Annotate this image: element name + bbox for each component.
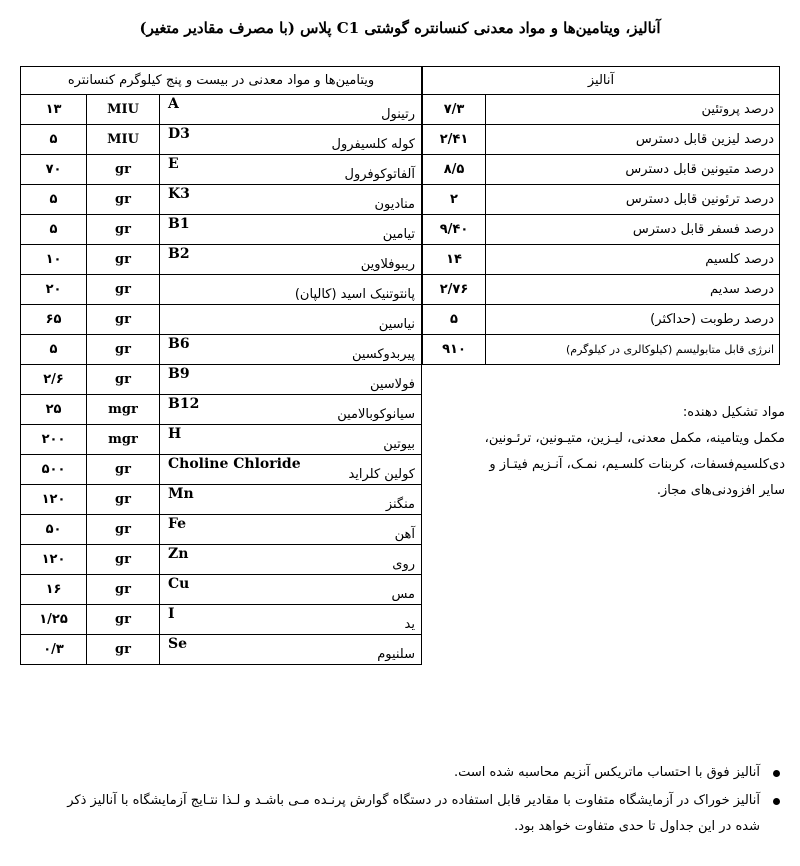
ingredients-section: [425, 400, 785, 504]
bullet-icon: [773, 798, 780, 805]
vitamin-name: آلفاتوکوفرول: [344, 167, 415, 182]
vitamin-value: ۱/۲۵: [21, 605, 87, 635]
analysis-label: درصد رطوبت (حداکثر): [486, 305, 780, 335]
vitamin-value: ۵۰۰: [21, 455, 87, 485]
vitamin-name: بیوتین: [383, 437, 415, 452]
vitamin-unit: gr: [87, 485, 160, 515]
analysis-row: [423, 245, 780, 275]
vitamin-code: E: [168, 156, 179, 172]
vitamin-value: ۰/۳: [21, 635, 87, 665]
vitamin-row: [21, 485, 422, 515]
vitamin-name: آهن: [394, 527, 415, 542]
vitamin-value: ۵: [21, 335, 87, 365]
vitamin-name-cell: [160, 125, 422, 155]
vitamin-name-cell: [160, 215, 422, 245]
vitamin-unit: gr: [87, 335, 160, 365]
vitamin-name-cell: [160, 305, 422, 335]
analysis-value: ۲/۴۱: [423, 125, 486, 155]
vitamin-name-cell: [160, 425, 422, 455]
analysis-table: [422, 66, 780, 365]
vitamin-name: فولاسین: [369, 377, 415, 392]
analysis-value: ۹۱۰: [423, 335, 486, 365]
note-text: آنالیز فوق با احتساب ماتریکس آنزیم محاسبه شده است.: [453, 765, 760, 780]
analysis-label: درصد سدیم: [486, 275, 780, 305]
vitamin-row: [21, 245, 422, 275]
analysis-label: درصد پروتئین: [486, 95, 780, 125]
vitamin-code: Fe: [168, 516, 187, 532]
vitamin-name-cell: [160, 485, 422, 515]
vitamin-name-cell: [160, 365, 422, 395]
vitamin-name-cell: [160, 605, 422, 635]
vitamin-unit: gr: [87, 575, 160, 605]
note-item: [60, 788, 760, 840]
vitamin-code: Mn: [168, 486, 194, 502]
vitamin-value: ۶۵: [21, 305, 87, 335]
vitamin-row: [21, 365, 422, 395]
vitamin-value: ۱۰: [21, 245, 87, 275]
vitamin-code: I: [168, 606, 175, 622]
analysis-header: آنالیز: [423, 67, 780, 95]
vitamin-name: پانتوتنیک اسید (کالپان): [294, 287, 415, 302]
vitamin-unit: gr: [87, 515, 160, 545]
vitamin-row: [21, 215, 422, 245]
vitamin-row: [21, 395, 422, 425]
vitamin-unit: gr: [87, 275, 160, 305]
vitamin-code: A: [168, 96, 179, 112]
vitamin-unit: gr: [87, 455, 160, 485]
vitamin-name: منادیون: [374, 197, 415, 212]
vitamin-unit: MIU: [87, 95, 160, 125]
vitamin-unit: mgr: [87, 395, 160, 425]
vitamin-row: [21, 305, 422, 335]
vitamin-row: [21, 605, 422, 635]
analysis-row: [423, 155, 780, 185]
vitamin-row: [21, 455, 422, 485]
vitamin-name: پیربدوکسین: [351, 347, 415, 362]
vitamin-code: B6: [168, 336, 190, 352]
vitamin-code: B1: [168, 216, 190, 232]
vitamin-value: ۱۶: [21, 575, 87, 605]
analysis-row: [423, 185, 780, 215]
ingredients-line: سایر افزودنی‌های مجاز.: [656, 483, 785, 498]
vitamin-name-cell: [160, 395, 422, 425]
analysis-value: ۲: [423, 185, 486, 215]
vitamin-code: Se: [168, 636, 188, 652]
page-title: آنالیز، ویتامین‌ها و مواد معدنی کنسانتره گوشتی C1 پلاس (با مصرف مقادیر متغیر): [139, 19, 661, 37]
vitamin-value: ۲۵: [21, 395, 87, 425]
vitamin-row: [21, 335, 422, 365]
vitamin-row: [21, 635, 422, 665]
vitamin-value: ۵۰: [21, 515, 87, 545]
analysis-label: درصد فسفر قابل دسترس: [486, 215, 780, 245]
vitamin-row: [21, 425, 422, 455]
vitamin-unit: mgr: [87, 425, 160, 455]
note-item: [60, 760, 760, 786]
vitamin-unit: gr: [87, 605, 160, 635]
vitamin-value: ۱۲۰: [21, 545, 87, 575]
vitamin-code: B12: [168, 396, 200, 412]
vitamin-value: ۵: [21, 125, 87, 155]
ingredients-heading: مواد تشکیل دهنده:: [682, 405, 785, 420]
ingredients-line: دی‌کلسیم‌فسفات، کربنات کلسـیم، نمـک، آنـزیم فیتـاز و: [489, 457, 785, 472]
vitamin-row: [21, 575, 422, 605]
vitamin-name-cell: [160, 155, 422, 185]
analysis-value: ۹/۴۰: [423, 215, 486, 245]
vitamin-name-cell: [160, 185, 422, 215]
vitamin-name: سلنیوم: [377, 647, 415, 662]
vitamin-name: تیامین: [382, 227, 415, 242]
vitamin-name: روی: [392, 557, 415, 572]
vitamin-unit: gr: [87, 365, 160, 395]
vitamin-code: Cu: [168, 576, 190, 592]
vitamin-table: [20, 66, 422, 665]
vitamin-name-cell: [160, 275, 422, 305]
vitamin-name-cell: [160, 455, 422, 485]
vitamin-value: ۲۰۰: [21, 425, 87, 455]
vitamin-name: مس: [391, 587, 415, 602]
vitamin-name: کوله کلسیفرول: [331, 137, 415, 152]
analysis-row: [423, 335, 780, 365]
vitamin-header: ویتامین‌ها و مواد معدنی در بیست و پنج کیلوگرم کنسانتره: [21, 67, 422, 95]
note-text: آنالیز خوراک در آزمایشگاه متفاوت با مقادیر قابل استفاده در دستگاه گوارش پرنـده مـی باشـد و لـذا نتـایج آزمایشگاه با آنالیز ذکر شده در این جداول تا حدی متفاوت خواهد بود.: [67, 793, 760, 834]
analysis-label: درصد کلسیم: [486, 245, 780, 275]
analysis-label: انرژی قابل متابولیسم (کیلوکالری در کیلوگرم): [486, 335, 780, 365]
vitamin-row: [21, 545, 422, 575]
vitamin-name-cell: [160, 545, 422, 575]
vitamin-value: ۱۳: [21, 95, 87, 125]
vitamin-value: ۱۲۰: [21, 485, 87, 515]
vitamin-value: ۲۰: [21, 275, 87, 305]
vitamin-code: Choline Chloride: [168, 456, 301, 472]
vitamin-code: B2: [168, 246, 190, 262]
vitamin-code: H: [168, 426, 182, 442]
vitamin-code: K3: [168, 186, 190, 202]
vitamin-name: سیانوکوبالامین: [337, 407, 415, 422]
vitamin-name-cell: [160, 95, 422, 125]
analysis-row: [423, 125, 780, 155]
vitamin-row: [21, 125, 422, 155]
vitamin-unit: gr: [87, 185, 160, 215]
analysis-value: ۵: [423, 305, 486, 335]
vitamin-value: ۲/۶: [21, 365, 87, 395]
vitamin-unit: gr: [87, 245, 160, 275]
vitamin-unit: gr: [87, 635, 160, 665]
analysis-value: ۱۴: [423, 245, 486, 275]
bullet-icon: [773, 770, 780, 777]
analysis-value: ۸/۵: [423, 155, 486, 185]
analysis-row: [423, 305, 780, 335]
vitamin-row: [21, 275, 422, 305]
vitamin-name-cell: [160, 575, 422, 605]
vitamin-name: ریبوفلاوین: [360, 257, 415, 272]
vitamin-row: [21, 95, 422, 125]
analysis-row: [423, 95, 780, 125]
vitamin-name: رتینول: [381, 107, 415, 122]
analysis-value: ۲/۷۶: [423, 275, 486, 305]
vitamin-name: نیاسین: [378, 317, 415, 332]
analysis-row: [423, 215, 780, 245]
vitamin-unit: MIU: [87, 125, 160, 155]
vitamin-code: B9: [168, 366, 190, 382]
vitamin-value: ۷۰: [21, 155, 87, 185]
vitamin-row: [21, 155, 422, 185]
analysis-value: ۷/۳: [423, 95, 486, 125]
vitamin-name-cell: [160, 635, 422, 665]
vitamin-name: منگنز: [385, 497, 415, 512]
ingredients-line: مکمل ویتامینه، مکمل معدنی، لیـزین، متیـونین، ترئـونین،: [484, 431, 785, 446]
analysis-label: درصد متیونین قابل دسترس: [486, 155, 780, 185]
vitamin-unit: gr: [87, 215, 160, 245]
vitamin-name-cell: [160, 335, 422, 365]
vitamin-value: ۵: [21, 215, 87, 245]
notes-list: [60, 760, 780, 842]
vitamin-code: Zn: [168, 546, 189, 562]
vitamin-unit: gr: [87, 155, 160, 185]
vitamin-code: D3: [168, 126, 190, 142]
vitamin-value: ۵: [21, 185, 87, 215]
analysis-row: [423, 275, 780, 305]
vitamin-name: ید: [404, 617, 415, 632]
analysis-label: درصد لیزین قابل دسترس: [486, 125, 780, 155]
vitamin-name-cell: [160, 245, 422, 275]
vitamin-unit: gr: [87, 305, 160, 335]
vitamin-unit: gr: [87, 545, 160, 575]
vitamin-name-cell: [160, 515, 422, 545]
vitamin-row: [21, 515, 422, 545]
vitamin-name: کولین کلراید: [348, 467, 415, 482]
vitamin-row: [21, 185, 422, 215]
analysis-label: درصد ترئونین قابل دسترس: [486, 185, 780, 215]
